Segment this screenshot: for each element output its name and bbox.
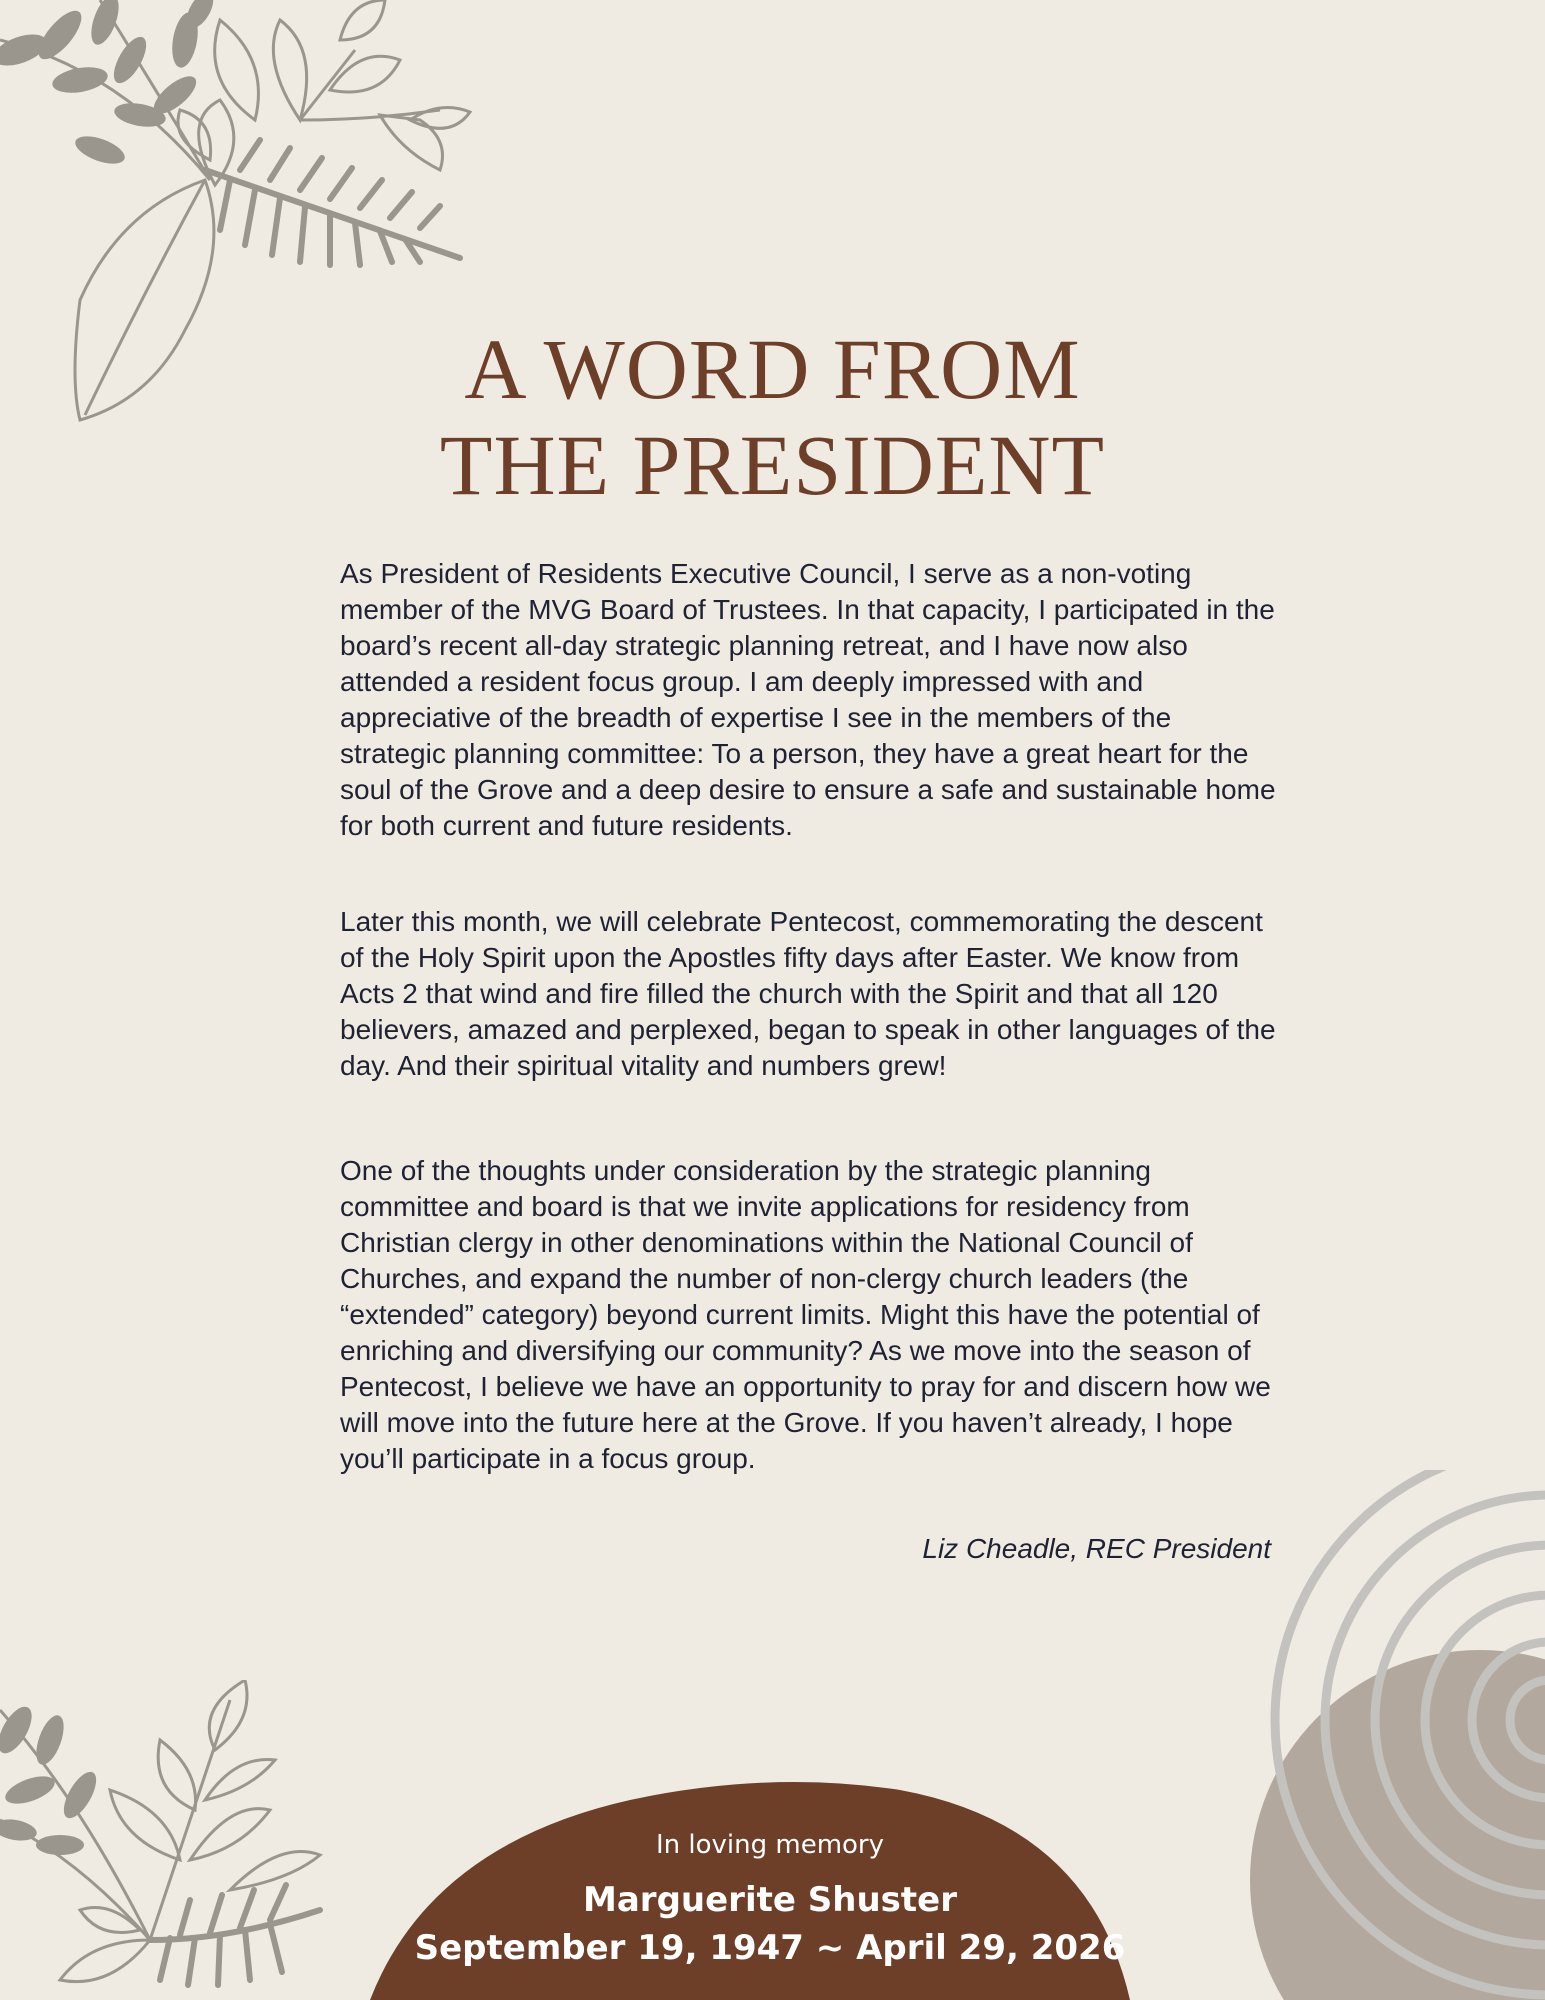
page-title-line-2: THE PRESIDENT xyxy=(439,417,1106,513)
memorial-label: In loving memory xyxy=(655,1830,885,1860)
memorial-name: Marguerite Shuster xyxy=(583,1880,957,1920)
author-signature: Liz Cheadle, REC President xyxy=(922,1533,1271,1564)
body-paragraph-2: Later this month, we will celebrate Pentecost, commemorating the descent of the Holy Spirit upon the Apostles fifty days after Easter. We know from Acts 2 that wind and fire filled the church with the Spirit and that all 120 believers, amazed and perplexed, began to speak in other languages of the day. And their spiritual vitality and numbers grew! xyxy=(340,906,1276,1081)
botanical-leaves-decoration-bottom xyxy=(0,1680,340,2000)
concentric-circles-decoration xyxy=(1240,1470,1545,2000)
body-paragraph-3: One of the thoughts under consideration by the strategic planning committee and board is that we invite applications for residency from Christian clergy in other denominations within the National Council of Churches, and expand the number of non-clergy church leaders (the “extended” category) beyond current limits. Might this have the potential of enriching and diversifying our community? As we move into the season of Pentecost, I believe we have an opportunity to pray for and discern how we will move into the future here at the Grove. If you haven’t already, I hope you’ll participate in a focus group. xyxy=(340,1155,1271,1474)
page-title-line-1: A WORD FROM xyxy=(464,321,1081,417)
body-paragraph-1: As President of Residents Executive Council, I serve as a non-voting member of the MVG Board of Trustees. In that capacity, I participated in the board’s recent all-day strategic planning retreat, and I have now also attended a resident focus group. I am deeply impressed with and appreciative of the breadth of expertise I see in the members of the strategic planning committee: To a person, they have a great heart for the soul of the Grove and a deep desire to ensure a safe and sustainable home for both current and future residents. xyxy=(340,558,1276,841)
memorial-dates: September 19, 1947 ~ April 29, 2026 xyxy=(414,1928,1126,1968)
